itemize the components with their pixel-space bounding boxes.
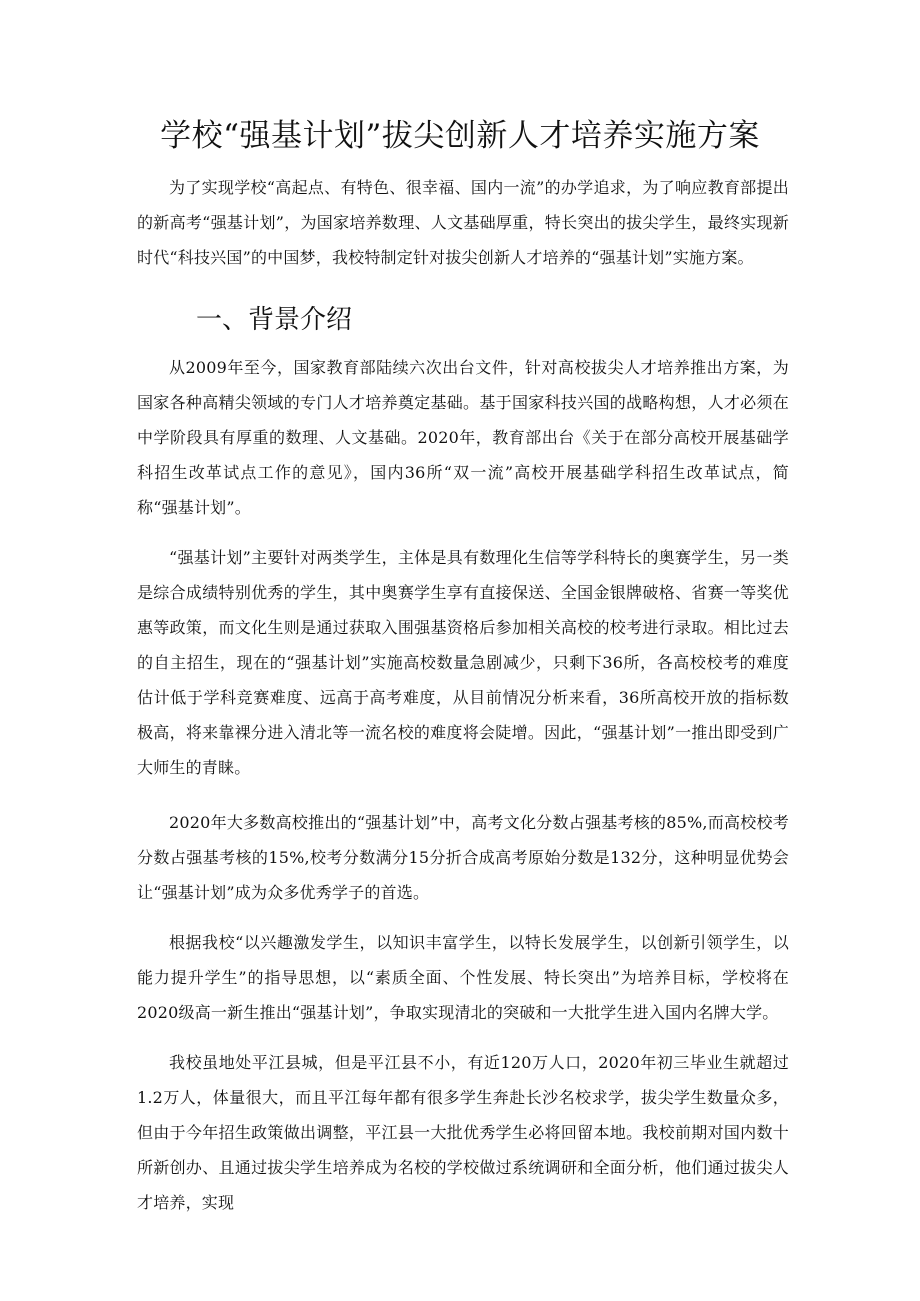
background-paragraph-5: 我校虽地处平江县城，但是平江县不小，有近120万人口，2020年初三毕业生就超过1.2万人，体量很大，而且平江每年都有很多学生奔赴长沙名校求学，拔尖学生数量众多，但由于今年招生政策做出调整，平江县一大批优秀学生必将回留本地。我校前期对国内数十所新创办、且通过拔尖学生培养成为名校的学校做过系统调研和全面分析，他们通过拔尖人才培养，实现: [137, 1053, 789, 1212]
background-paragraph-1: 从2009年至今，国家教育部陆续六次出台文件，针对高校拔尖人才培养推出方案，为国家各种高精尖领域的专门人才培养奠定基础。基于国家科技兴国的战略构想，人才必须在中学阶段具有厚重的数理、人文基础。2020年，教育部出台《关于在部分高校开展基础学科招生改革试点工作的意见》，国内36所“双一流”高校开展基础学科招生改革试点，简称“强基计划”。: [137, 358, 789, 517]
intro-paragraph: 为了实现学校“高起点、有特色、很幸福、国内一流”的办学追求，为了响应教育部提出的新高考“强基计划”，为国家培养数理、人文基础厚重，特长突出的拔尖学生，最终实现新时代“科技兴国”的中国梦，我校特制定针对拔尖创新人才培养的“强基计划”实施方案。: [137, 178, 789, 267]
section-heading-background: 一、背景介绍: [196, 305, 353, 335]
background-paragraph-4: 根据我校“以兴趣激发学生，以知识丰富学生，以特长发展学生，以创新引领学生，以能力提升学生”的指导思想，以“素质全面、个性发展、特长突出”为培养目标，学校将在2020级高一新生推出“强基计划”，争取实现清北的突破和一大批学生进入国内名牌大学。: [137, 933, 789, 1022]
document-title: 学校“强基计划”拔尖创新人才培养实施方案: [160, 118, 760, 154]
background-paragraph-3: 2020年大多数高校推出的“强基计划”中，高考文化分数占强基考核的85%,而高校校考分数占强基考核的15%,校考分数满分15分折合成高考原始分数是132分，这种明显优势会让“强基计划”成为众多优秀学子的首选。: [137, 813, 789, 902]
background-paragraph-2: “强基计划”主要针对两类学生，主体是具有数理化生信等学科特长的奥赛学生，另一类是综合成绩特别优秀的学生，其中奥赛学生享有直接保送、全国金银牌破格、省赛一等奖优惠等政策，而文化生则是通过获取入围强基资格后参加相关高校的校考进行录取。相比过去的自主招生，现在的“强基计划”实施高校数量急剧减少，只剩下36所，各高校校考的难度估计低于学科竞赛难度、远高于高考难度，从目前情况分析来看，36所高校开放的指标数极高，将来靠裸分进入清北等一流名校的难度将会陡增。因此，“强基计划”一推出即受到广大师生的青睐。: [137, 548, 789, 777]
